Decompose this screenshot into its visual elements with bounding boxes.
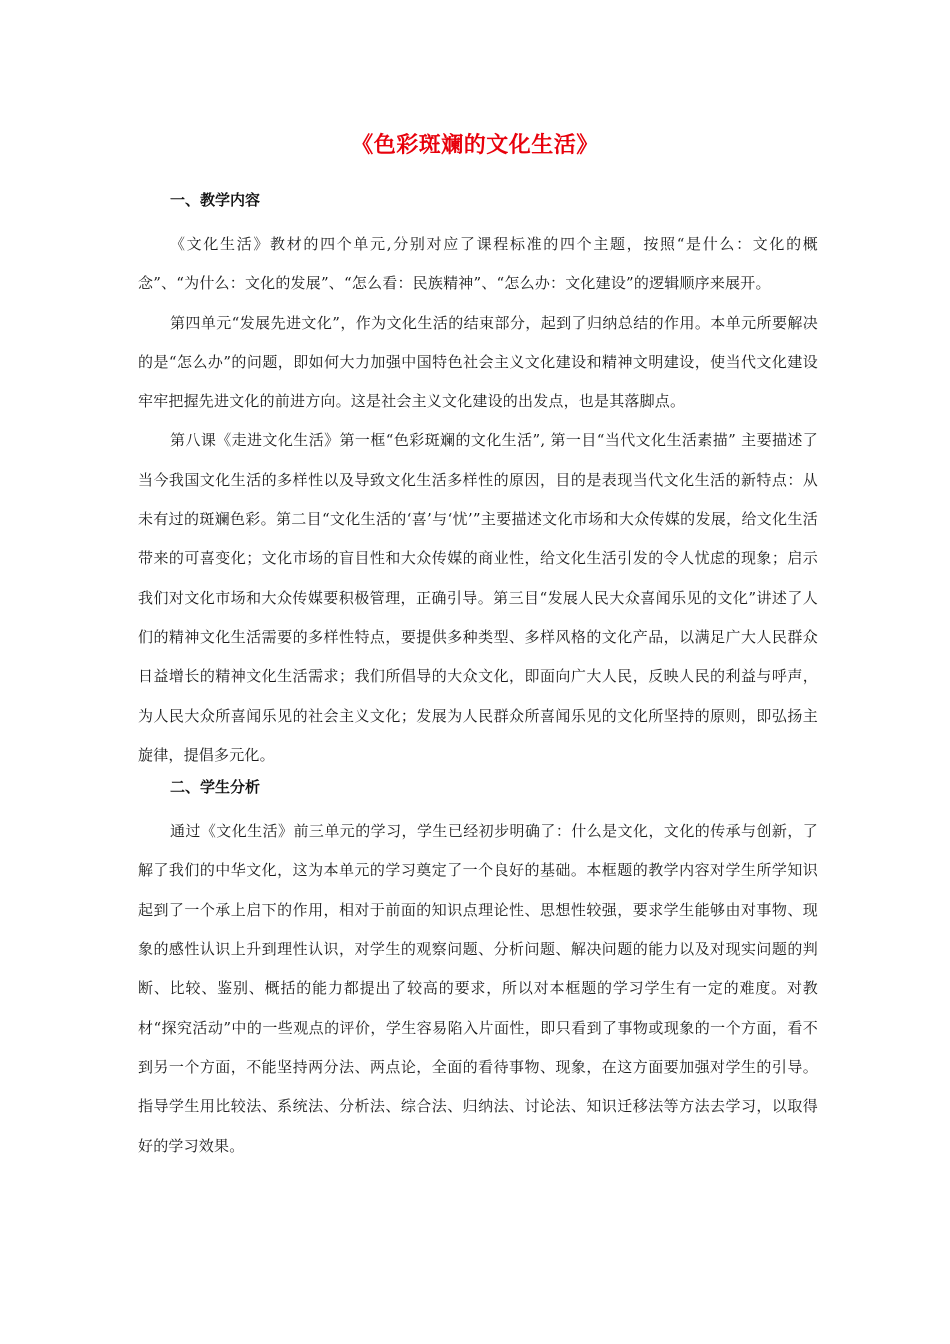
paragraph: 第八课《走进文化生活》第一框“色彩斑斓的文化生活”, 第一目“当代文化生活素描” 主要描述了当今我国文化生活的多样性以及导致文化生活多样性的原因，目的是表现当代文化生活的新特点：从未有过的斑斓色彩。第二目“文化生活的‘喜’与‘忧’”主要描述文化市场和大众传媒的发展，给文化生活带来的可喜变化；文化市场的盲目性和大众传媒的商业性，给文化生活引发的令人忧虑的现象；启示我们对文化市场和大众传媒要积极管理，正确引导。第三目“发展人民大众喜闻乐见的文化”讲述了人们的精神文化生活需要的多样性特点，要提供多种类型、多样风格的文化产品，以满足广大人民群众日益增长的精神文化生活需求；我们所倡导的大众文化，即面向广大人民，反映人民的利益与呼声，为人民大众所喜闻乐见的社会主义文化；发展为人民群众所喜闻乐见的文化所坚持的原则，即弘扬主旋律，提倡多元化。 (138, 431, 818, 764)
section-heading-teaching-content: 一、教学内容 (170, 191, 261, 209)
page-title: 《色彩斑斓的文化生活》 (351, 133, 599, 158)
section-heading-student-analysis: 二、学生分析 (170, 778, 261, 797)
paragraph: 《文化生活》教材的四个单元,分别对应了课程标准的四个主题，按照“是什么：文化的概念”、“为什么：文化的发展”、“怎么看：民族精神”、“怎么办：文化建设”的逻辑顺序来展开。 (138, 235, 818, 293)
paragraph: 通过《文化生活》前三单元的学习，学生已经初步明确了：什么是文化，文化的传承与创新，了解了我们的中华文化，这为本单元的学习奠定了一个良好的基础。本框题的教学内容对学生所学知识起到了一个承上启下的作用，相对于前面的知识点理论性、思想性较强，要求学生能够由对事物、现象的感性认识上升到理性认识，对学生的观察问题、分析问题、解决问题的能力以及对现实问题的判断、比较、鉴别、概括的能力都提出了较高的要求，所以对本框题的学习学生有一定的难度。对教材“探究活动”中的一些观点的评价，学生容易陷入片面性，即只看到了事物或现象的一个方面，看不到另一个方面，不能坚持两分法、两点论，全面的看待事物、现象，在这方面要加强对学生的引导。指导学生用比较法、系统法、分析法、综合法、归纳法、讨论法、知识迁移法等方法去学习，以取得好的学习效果。 (138, 822, 818, 1155)
paragraph: 第四单元“发展先进文化”，作为文化生活的结束部分，起到了归纳总结的作用。本单元所要解决的是“怎么办”的问题，即如何大力加强中国特色社会主义文化建设和精神文明建设，使当代文化建设牢牢把握先进文化的前进方向。这是社会主义文化建设的出发点，也是其落脚点。 (138, 313, 818, 411)
document-body (138, 188, 818, 1166)
